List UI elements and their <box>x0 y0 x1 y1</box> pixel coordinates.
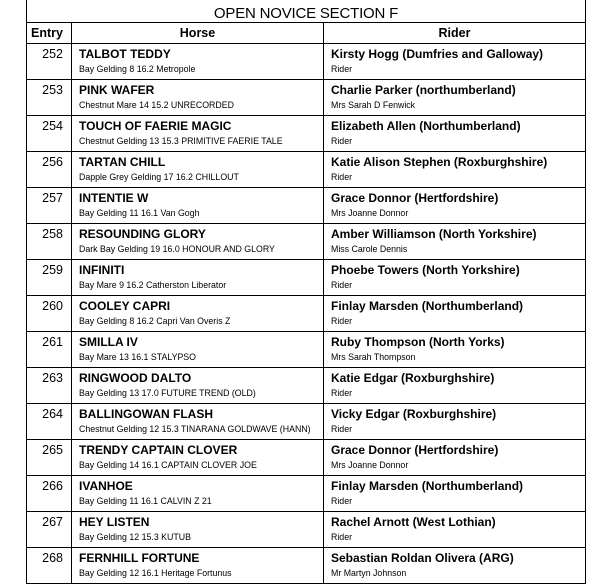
rider-details: Rider <box>331 496 353 506</box>
rider-details: Mr Martyn Johnson <box>331 568 407 578</box>
title-row <box>27 0 586 23</box>
horse-details: Chestnut Mare 14 15.2 UNRECORDED <box>79 100 234 110</box>
entry-number: 259 <box>27 260 72 296</box>
horse-details: Dapple Grey Gelding 17 16.2 CHILLOUT <box>79 172 239 182</box>
rider-name: Rachel Arnott (West Lothian) <box>331 515 496 529</box>
table-row <box>27 476 586 512</box>
rider-name: Vicky Edgar (Roxburghshire) <box>331 407 497 421</box>
entry-number: 261 <box>27 332 72 368</box>
table-row <box>27 188 586 224</box>
rider-name: Sebastian Roldan Olivera (ARG) <box>331 551 514 565</box>
table-row <box>27 152 586 188</box>
horse-details: Bay Gelding 8 16.2 Metropole <box>79 64 196 74</box>
rider-details: Mrs Joanne Donnor <box>331 460 409 470</box>
horse-name: SMILLA IV <box>79 335 138 349</box>
table-row <box>27 548 586 584</box>
rider-details: Rider <box>331 172 353 182</box>
horse-cell <box>72 44 324 80</box>
rider-details: Rider <box>331 388 353 398</box>
rider-name: Elizabeth Allen (Northumberland) <box>331 119 521 133</box>
rider-details: Rider <box>331 64 353 74</box>
horse-name: TARTAN CHILL <box>79 155 166 169</box>
horse-name: HEY LISTEN <box>79 515 150 529</box>
horse-cell <box>72 260 324 296</box>
rider-name: Ruby Thompson (North Yorks) <box>331 335 505 349</box>
horse-details: Bay Gelding 11 16.1 CALVIN Z 21 <box>79 496 212 506</box>
horse-name: TOUCH OF FAERIE MAGIC <box>79 119 232 133</box>
entry-number: 268 <box>27 548 72 584</box>
horse-name: IVANHOE <box>79 479 133 493</box>
horse-cell <box>72 224 324 260</box>
horse-details: Chestnut Gelding 13 15.3 PRIMITIVE FAERIE TALE <box>79 136 283 146</box>
table-row <box>27 80 586 116</box>
rider-name: Grace Donnor (Hertfordshire) <box>331 443 499 457</box>
column-header-entry: Entry <box>27 23 72 44</box>
table-row <box>27 440 586 476</box>
rider-cell <box>324 368 586 404</box>
rider-cell <box>324 116 586 152</box>
rider-cell <box>324 260 586 296</box>
entry-number: 254 <box>27 116 72 152</box>
horse-cell <box>72 116 324 152</box>
horse-cell <box>72 296 324 332</box>
entry-number: 263 <box>27 368 72 404</box>
horse-details: Bay Mare 9 16.2 Catherston Liberator <box>79 280 227 290</box>
horse-details: Bay Gelding 14 16.1 CAPTAIN CLOVER JOE <box>79 460 257 470</box>
rider-cell <box>324 548 586 584</box>
entry-number: 260 <box>27 296 72 332</box>
table-row <box>27 44 586 80</box>
horse-details: Bay Gelding 8 16.2 Capri Van Overis Z <box>79 316 231 326</box>
rider-details: Rider <box>331 532 353 542</box>
entry-number: 256 <box>27 152 72 188</box>
horse-name: INTENTIE W <box>79 191 149 205</box>
entry-number: 258 <box>27 224 72 260</box>
rider-name: Kirsty Hogg (Dumfries and Galloway) <box>331 47 544 61</box>
entry-number: 266 <box>27 476 72 512</box>
entry-number: 252 <box>27 44 72 80</box>
horse-cell <box>72 404 324 440</box>
horse-cell <box>72 512 324 548</box>
horse-name: TALBOT TEDDY <box>79 47 171 61</box>
rider-cell <box>324 440 586 476</box>
horse-name: FERNHILL FORTUNE <box>79 551 200 565</box>
horse-name: TRENDY CAPTAIN CLOVER <box>79 443 238 457</box>
column-header-horse: Horse <box>72 23 324 44</box>
horse-details: Bay Gelding 12 15.3 KUTUB <box>79 532 191 542</box>
rider-cell <box>324 188 586 224</box>
entry-number: 253 <box>27 80 72 116</box>
horse-details: Chestnut Gelding 12 15.3 TINARANA GOLDWAVE (HANN) <box>79 424 311 434</box>
column-header-rider: Rider <box>324 23 586 44</box>
table-row <box>27 116 586 152</box>
rider-details: Mrs Sarah D Fenwick <box>331 100 416 110</box>
entry-list-sheet <box>26 0 585 584</box>
entry-number: 265 <box>27 440 72 476</box>
horse-name: INFINITI <box>79 263 125 277</box>
rider-cell <box>324 224 586 260</box>
table-row <box>27 296 586 332</box>
rider-name: Amber Williamson (North Yorkshire) <box>331 227 537 241</box>
horse-details: Bay Gelding 12 16.1 Heritage Fortunus <box>79 568 232 578</box>
horse-cell <box>72 152 324 188</box>
table-row <box>27 332 586 368</box>
rider-details: Mrs Joanne Donnor <box>331 208 409 218</box>
section-title: OPEN NOVICE SECTION F <box>27 0 586 23</box>
rider-name: Charlie Parker (northumberland) <box>331 83 516 97</box>
horse-cell <box>72 476 324 512</box>
horse-cell <box>72 80 324 116</box>
horse-details: Bay Mare 13 16.1 STALYPSO <box>79 352 197 362</box>
horse-name: RESOUNDING GLORY <box>79 227 206 241</box>
rider-details: Rider <box>331 136 353 146</box>
rider-cell <box>324 512 586 548</box>
rider-name: Katie Edgar (Roxburghshire) <box>331 371 495 385</box>
horse-cell <box>72 548 324 584</box>
rider-name: Katie Alison Stephen (Roxburghshire) <box>331 155 548 169</box>
rider-name: Phoebe Towers (North Yorkshire) <box>331 263 520 277</box>
rider-name: Finlay Marsden (Northumberland) <box>331 479 524 493</box>
rider-details: Rider <box>331 280 353 290</box>
horse-cell <box>72 188 324 224</box>
horse-name: BALLINGOWAN FLASH <box>79 407 213 421</box>
table-row <box>27 368 586 404</box>
horse-details: Dark Bay Gelding 19 16.0 HONOUR AND GLORY <box>79 244 275 254</box>
table-row <box>27 260 586 296</box>
rider-cell <box>324 332 586 368</box>
table-row <box>27 512 586 548</box>
rider-cell <box>324 296 586 332</box>
rider-name: Finlay Marsden (Northumberland) <box>331 299 524 313</box>
horse-cell <box>72 332 324 368</box>
rider-details: Rider <box>331 316 353 326</box>
rider-cell <box>324 404 586 440</box>
rider-cell <box>324 152 586 188</box>
table-row <box>27 224 586 260</box>
horse-details: Bay Gelding 13 17.0 FUTURE TREND (OLD) <box>79 388 256 398</box>
horse-name: COOLEY CAPRI <box>79 299 171 313</box>
horse-name: RINGWOOD DALTO <box>79 371 192 385</box>
entry-number: 264 <box>27 404 72 440</box>
rider-details: Mrs Sarah Thompson <box>331 352 416 362</box>
rider-details: Rider <box>331 424 353 434</box>
rider-cell <box>324 80 586 116</box>
rider-name: Grace Donnor (Hertfordshire) <box>331 191 499 205</box>
rider-cell <box>324 476 586 512</box>
horse-details: Bay Gelding 11 16.1 Van Gogh <box>79 208 200 218</box>
entry-number: 257 <box>27 188 72 224</box>
rider-cell <box>324 44 586 80</box>
horse-cell <box>72 440 324 476</box>
header-row <box>27 23 586 44</box>
table-row <box>27 404 586 440</box>
entries-table <box>26 0 586 584</box>
horse-name: PINK WAFER <box>79 83 155 97</box>
horse-cell <box>72 368 324 404</box>
entry-number: 267 <box>27 512 72 548</box>
rider-details: Miss Carole Dennis <box>331 244 408 254</box>
